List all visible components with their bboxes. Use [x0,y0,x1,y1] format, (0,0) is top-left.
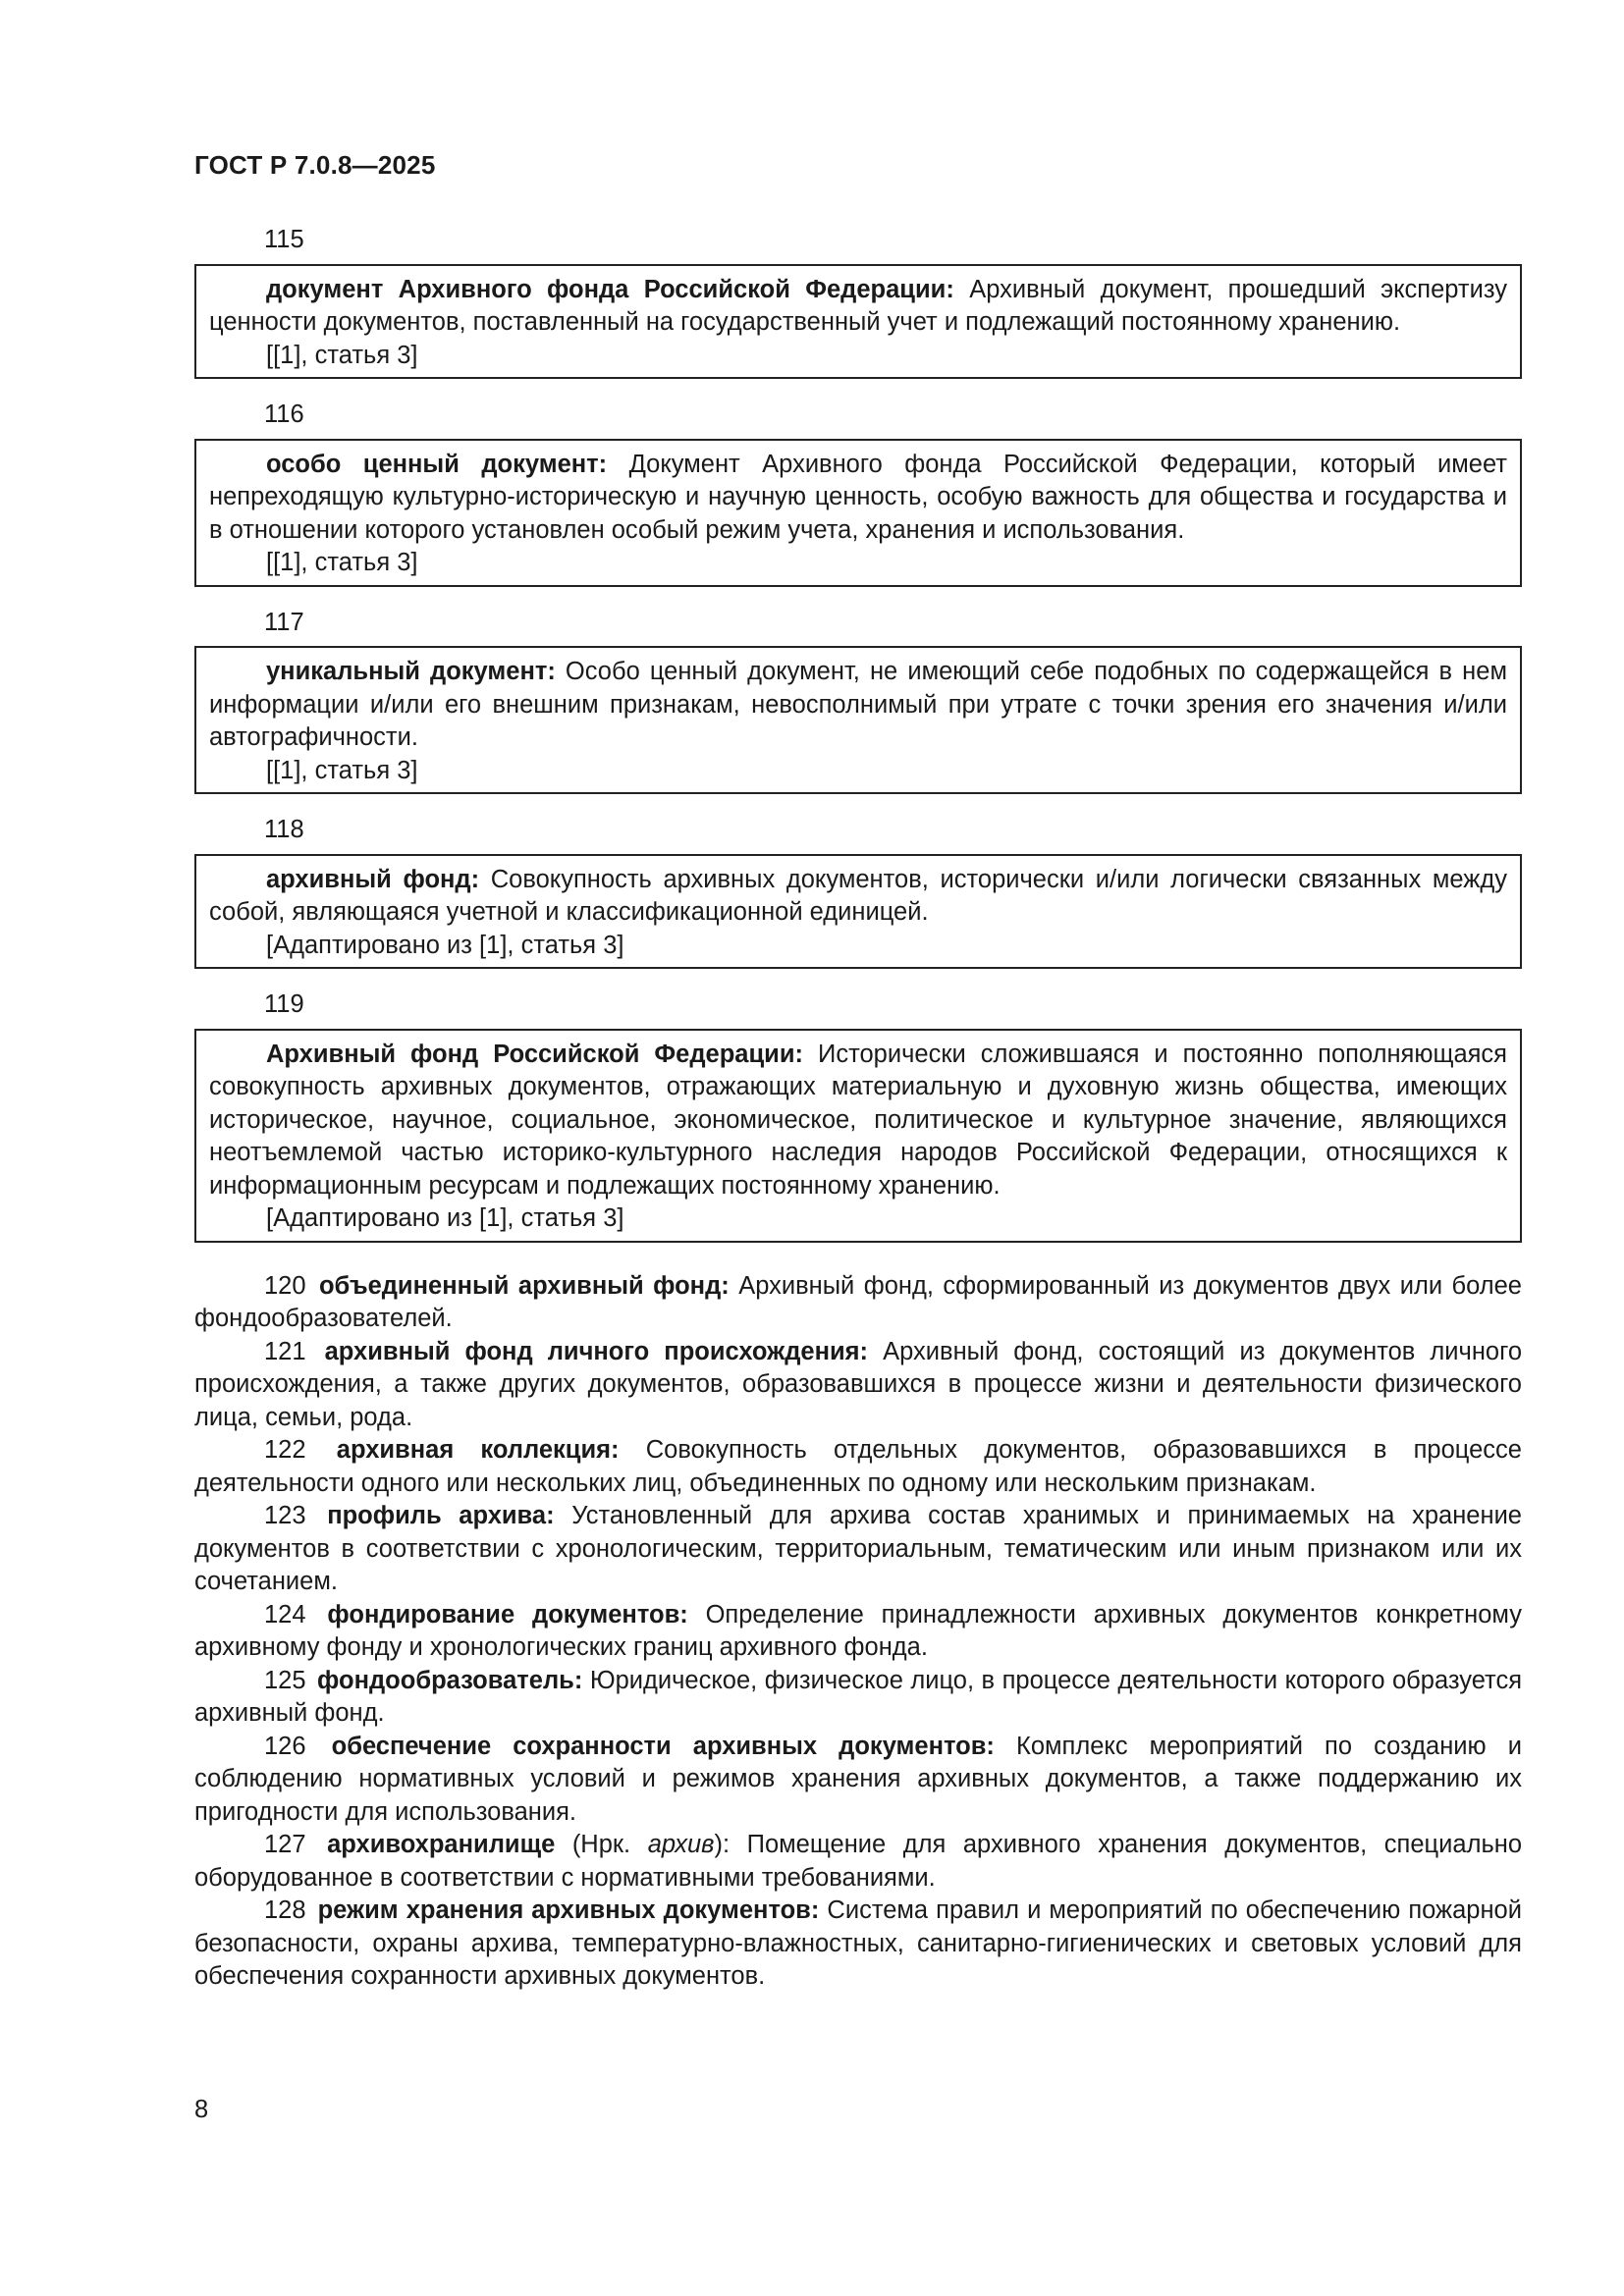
plain-term-125 [194,1665,1522,1731]
document-header: ГОСТ Р 7.0.8—2025 [194,150,436,180]
term-definition: Архивный фонд, сформированный из документов двух или более фондообразователей. [194,1271,1522,1332]
plain-term-123 [194,1500,1522,1599]
term-number: 117 [264,608,304,636]
plain-term-128 [194,1895,1522,1994]
term-number: 125 [264,1666,306,1694]
plain-terms-list [194,1270,1522,1994]
term-name: фондирование документов: [327,1600,688,1629]
term-definition: Помещение для архивного хранения документов, специально оборудованное в соответствии с нормативными требованиями. [194,1831,1523,1892]
term-name: уникальный документ: [266,658,556,685]
term-name: архивная коллекция: [336,1436,620,1464]
boxed-term-118 [194,814,1522,969]
term-name: обеспечение сохранности архивных документов: [331,1732,995,1760]
term-source: [[1], статья 3] [266,549,418,576]
term-definition: Определение принадлежности архивных документов конкретному архивному фонду и хронологических границ архивного фонда. [194,1600,1522,1661]
boxed-term-117 [194,607,1522,795]
term-name: объединенный архивный фонд: [318,1271,730,1300]
term-definition: Совокупность архивных документов, исторически и/или логически связанных между собой, являющаяся учетной и классификационной единицей. [209,865,1507,926]
term-number: 122 [264,1436,306,1464]
term-definition: Установленный для архива состав хранимых и принимаемых на хранение документов в соответствии с хронологическим, территориальным, тематическим или иным признаком или их сочетанием. [194,1502,1522,1595]
term-definition: Совокупность отдельных документов, образовавшихся в процессе деятельности одного или нескольких лиц, объединенных по одному или нескольким признакам. [194,1436,1522,1497]
term-frame [194,646,1522,794]
term-number: 118 [264,816,304,843]
page-number: 8 [194,2096,209,2123]
plain-term-126 [194,1731,1522,1830]
term-name: Архивный фонд Российской Федерации: [266,1040,804,1068]
term-frame [194,264,1522,380]
term-note-prefix: (Нрк. [555,1831,648,1858]
term-number: 124 [264,1600,306,1629]
plain-term-124 [194,1599,1522,1665]
term-definition: Особо ценный документ, не имеющий себе подобных по содержащейся в нем информации и/или его внешним признакам, невосполнимый при утрате с точки зрения его значения и/или автографичности. [209,658,1507,751]
term-frame [194,439,1522,587]
term-number: 126 [264,1732,306,1760]
boxed-term-119 [194,988,1522,1243]
terms-content [194,224,1522,1994]
term-name: архивохранилище [327,1831,556,1858]
plain-term-120 [194,1270,1522,1336]
term-definition: Исторически сложившаяся и постоянно пополняющаяся совокупность архивных документов, отражающих материальную и духовную жизнь общества, имеющих историческое, научное, социальное, экономическое, политическое и культурное значение, являющихся неотъемлемой частью историко-культурного наследия народов Российской Федерации, относящихся к информационным ресурсам и подлежащих постоянному хранению. [209,1040,1507,1200]
term-definition: Архивный документ, прошедший экспертизу ценности документов, поставленный на государственный учет и подлежащий постоянному хранению. [209,275,1507,336]
term-definition-paragraph [209,1039,1507,1203]
term-definition: Документ Архивного фонда Российской Федерации, который имеет непреходящую культурно-историческую и научную ценность, особую важность для общества и государства и в отношении которого установлен особый режим учета, хранения и использования. [209,450,1507,544]
term-note-term: архив [647,1831,715,1858]
term-number: 115 [264,226,304,253]
term-number: 128 [264,1896,306,1924]
term-name: фондообразователь: [317,1666,583,1694]
term-number: 121 [264,1337,306,1365]
term-frame [194,1029,1522,1243]
term-name: архивный фонд личного происхождения: [324,1337,869,1365]
term-note-suffix: ): [714,1831,731,1858]
term-name: документ Архивного фонда Российской Федерации: [266,275,954,303]
term-source: [Адаптировано из [1], статья 3] [266,931,624,959]
term-definition: Юридическое, физическое лицо, в процессе деятельности которого образуется архивный фонд. [194,1666,1522,1727]
term-source: [[1], статья 3] [266,756,418,784]
term-name: режим хранения архивных документов: [317,1896,820,1924]
term-name: архивный фонд: [266,865,480,893]
term-number: 120 [264,1271,306,1300]
term-definition-paragraph [209,656,1507,755]
term-definition: Система правил и мероприятий по обеспечению пожарной безопасности, охраны архива, температурно-влажностных, санитарно-гигиенических и световых условий для обеспечения сохранности архивных документов. [194,1896,1522,1990]
term-definition-paragraph [209,449,1507,548]
term-number: 127 [264,1831,306,1858]
term-definition: Комплекс мероприятий по созданию и соблюдению нормативных условий и режимов хранения архивных документов, а также поддержанию их пригодности для использования. [194,1732,1522,1826]
term-number: 116 [264,400,304,428]
term-number: 119 [264,990,304,1018]
boxed-term-116 [194,399,1522,587]
boxed-term-115 [194,224,1522,379]
plain-term-121 [194,1336,1522,1435]
term-source: [[1], статья 3] [266,341,418,369]
term-frame [194,854,1522,970]
term-name: особо ценный документ: [266,450,608,478]
term-definition-paragraph [209,864,1507,930]
term-number: 123 [264,1502,306,1529]
term-source: [Адаптировано из [1], статья 3] [266,1204,624,1232]
plain-term-127 [194,1829,1522,1895]
term-name: профиль архива: [327,1502,555,1529]
plain-term-122 [194,1434,1522,1500]
term-definition: Архивный фонд, состоящий из документов личного происхождения, а также других документов, образовавшихся в процессе жизни и деятельности физического лица, семьи, рода. [194,1337,1523,1431]
term-definition-paragraph [209,274,1507,340]
